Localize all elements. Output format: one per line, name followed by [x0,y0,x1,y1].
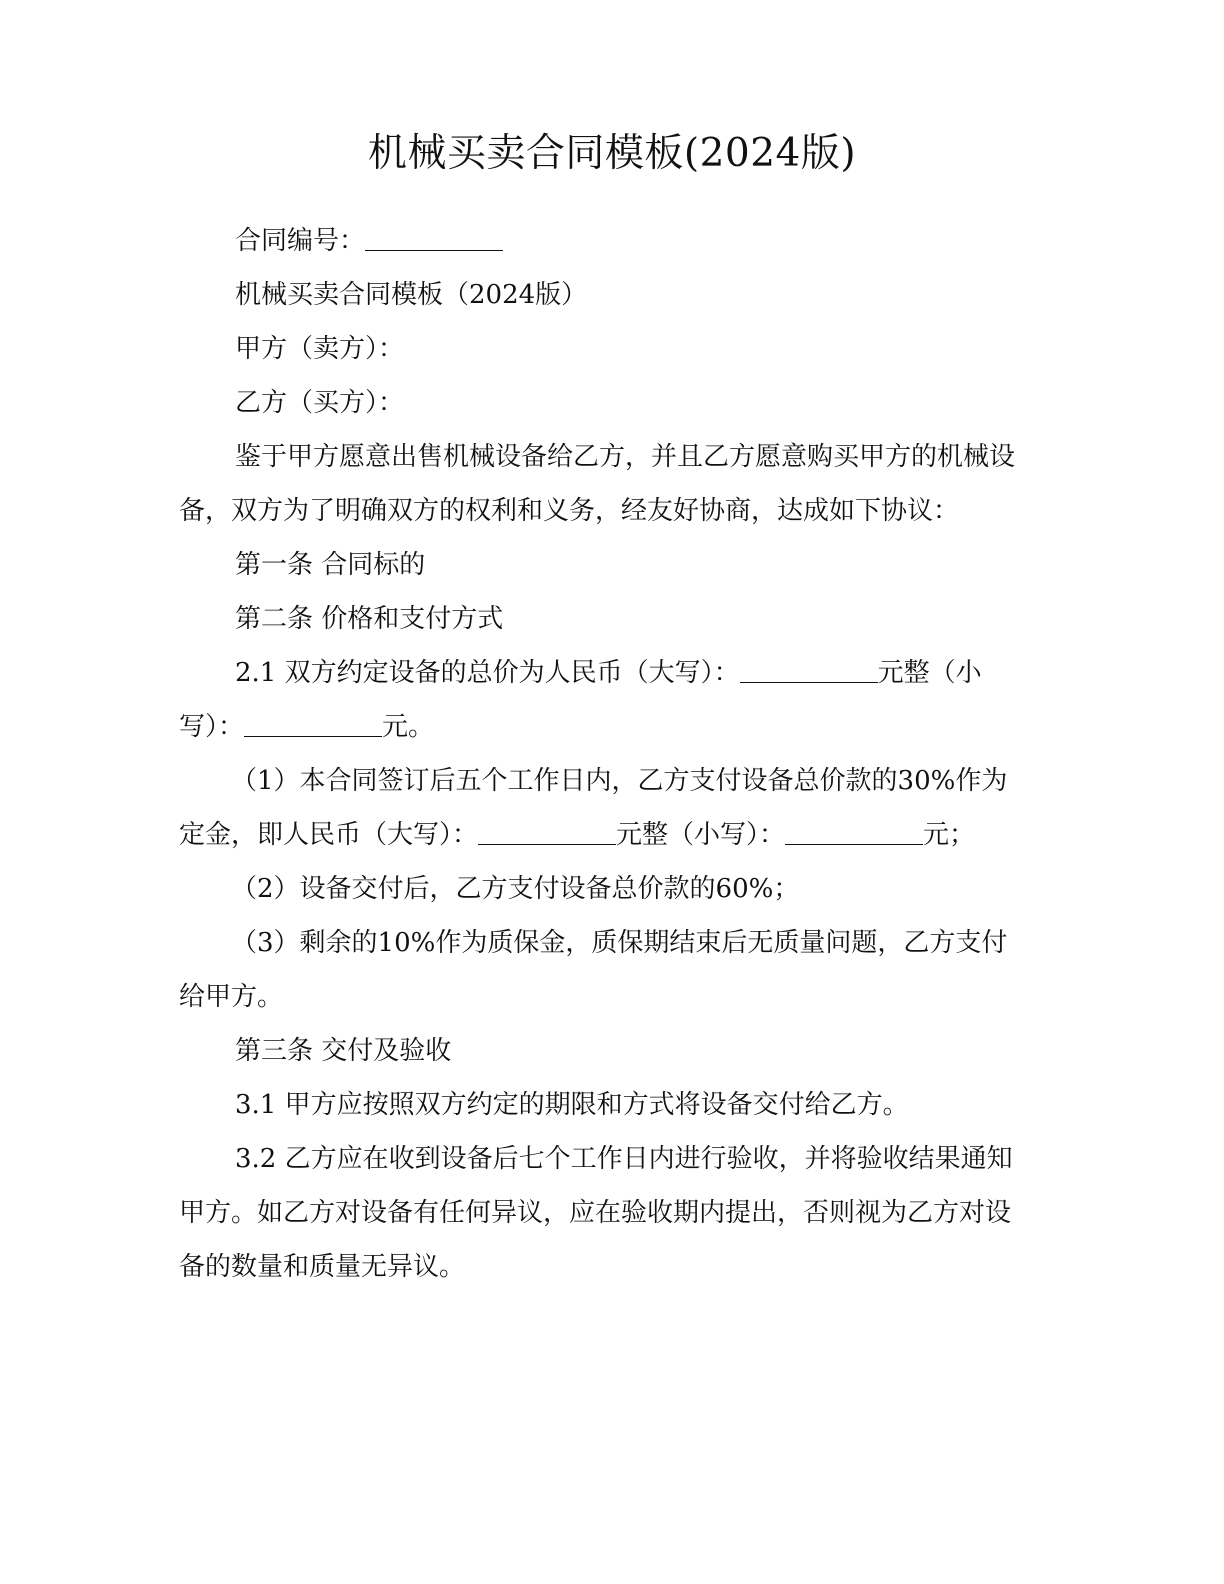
contract-number-label: 合同编号： [235,226,366,256]
payment-item-1-text-3: 元； [923,820,976,850]
contract-number-blank [365,228,503,251]
total-price-lower-blank [244,714,382,737]
article-1-heading: 第一条 合同标的 [235,550,426,580]
article-2-heading: 第二条 价格和支付方式 [235,604,504,634]
article-3-heading: 第三条 交付及验收 [235,1036,452,1066]
document-body [179,214,1029,1294]
clause-2-1-text-3: 元。 [382,712,435,742]
total-price-upper-blank [740,660,878,683]
document-title: 机械买卖合同模板(2024版) [367,131,857,176]
payment-item-2: （2）设备交付后，乙方支付设备总价款的60%； [231,874,800,904]
party-b-line: 乙方（买方）： [235,388,405,418]
payment-item-1-text: （1）本合同签订后五个工作日内，乙方支付设备总价款的30%作为定金，即人民币（大写）： [179,766,1008,850]
payment-item-1-text-2: 元整（小写）： [616,820,786,850]
clause-3-2: 3.2 乙方应在收到设备后七个工作日内进行验收，并将验收结果通知甲方。如乙方对设备有任何异议，应在验收期内提出，否则视为乙方对设备的数量和质量无异议。 [179,1144,1013,1282]
document-subtitle: 机械买卖合同模板（2024版） [235,280,588,310]
contract-number-line [179,214,1029,268]
clause-2-1-text-2: 元整（小写）： [179,658,982,742]
party-a-line: 甲方（卖方）： [235,334,405,364]
clause-2-1 [179,646,1029,754]
payment-item-1 [179,754,1029,862]
preamble-paragraph: 鉴于甲方愿意出售机械设备给乙方，并且乙方愿意购买甲方的机械设备，双方为了明确双方的权利和义务，经友好协商，达成如下协议： [179,442,1016,526]
clause-2-1-text: 2.1 双方约定设备的总价为人民币（大写）： [235,658,740,688]
payment-item-3: （3）剩余的10%作为质保金，质保期结束后无质量问题，乙方支付给甲方。 [179,928,1008,1012]
deposit-upper-blank [478,822,616,845]
deposit-lower-blank [785,822,923,845]
clause-3-1: 3.1 甲方应按照双方约定的期限和方式将设备交付给乙方。 [235,1090,909,1120]
